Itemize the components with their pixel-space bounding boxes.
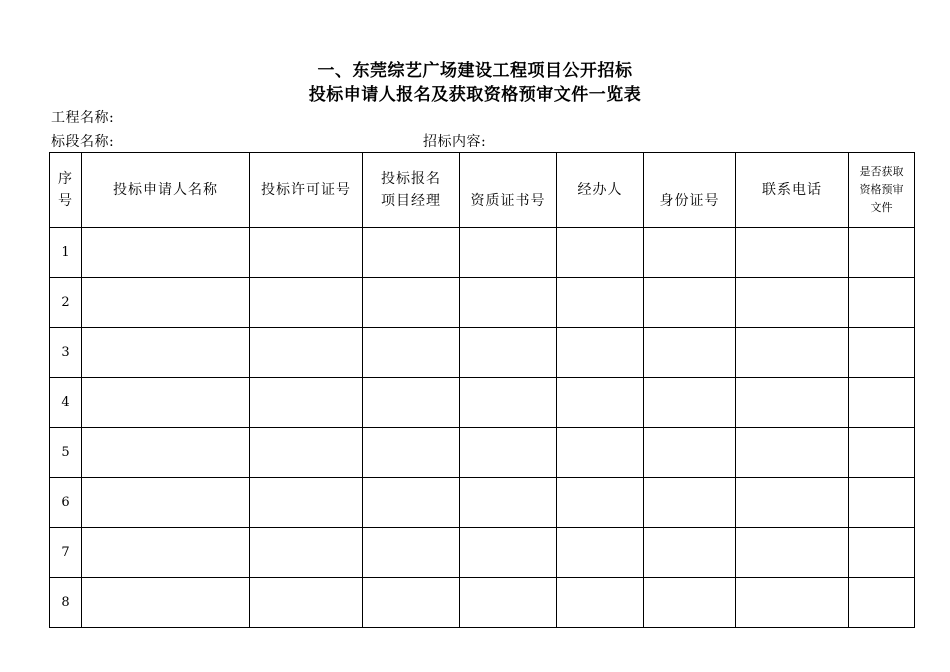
cell-bid-permit[interactable] [250,278,363,328]
cell-project-manager[interactable] [363,378,460,428]
cell-bid-permit[interactable] [250,228,363,278]
header-bid-permit: 投标许可证号 [250,153,363,228]
cell-bid-permit[interactable] [250,578,363,628]
cell-phone[interactable] [736,528,849,578]
table-row [50,578,915,628]
cell-phone[interactable] [736,578,849,628]
cell-id-number[interactable] [644,278,736,328]
cell-handler[interactable] [557,378,644,428]
cell-qualification-cert[interactable] [460,478,557,528]
cell-project-manager[interactable] [363,278,460,328]
cell-project-manager[interactable] [363,328,460,378]
header-phone: 联系电话 [736,153,849,228]
cell-project-manager[interactable] [363,528,460,578]
section-name-label: 标段名称: [51,134,115,150]
cell-bid-permit[interactable] [250,378,363,428]
table-row [50,428,915,478]
project-name-label: 工程名称: [51,110,115,126]
cell-applicant-name[interactable] [82,578,250,628]
cell-bid-permit[interactable] [250,328,363,378]
cell-applicant-name[interactable] [82,478,250,528]
cell-handler[interactable] [557,428,644,478]
cell-obtained-docs[interactable] [849,578,915,628]
cell-handler[interactable] [557,228,644,278]
document-title-line1: 一、东莞综艺广场建设工程项目公开招标 [317,61,633,81]
cell-obtained-docs[interactable] [849,328,915,378]
cell-project-manager[interactable] [363,478,460,528]
bid-content-label: 招标内容: [423,134,487,150]
cell-obtained-docs[interactable] [849,428,915,478]
row-seq: 8 [50,578,82,628]
cell-applicant-name[interactable] [82,328,250,378]
cell-bid-permit[interactable] [250,528,363,578]
table-row [50,478,915,528]
cell-applicant-name[interactable] [82,378,250,428]
cell-applicant-name[interactable] [82,228,250,278]
table-row [50,378,915,428]
row-seq: 7 [50,528,82,578]
cell-bid-permit[interactable] [250,428,363,478]
row-seq: 3 [50,328,82,378]
cell-phone[interactable] [736,378,849,428]
cell-applicant-name[interactable] [82,528,250,578]
row-seq: 4 [50,378,82,428]
cell-id-number[interactable] [644,228,736,278]
cell-handler[interactable] [557,278,644,328]
header-obtained-docs-line1: 是否获取 [859,165,904,178]
header-id-number: 身份证号 [644,153,736,228]
cell-id-number[interactable] [644,578,736,628]
cell-id-number[interactable] [644,478,736,528]
table-header-row [50,153,915,228]
cell-qualification-cert[interactable] [460,428,557,478]
header-seq-line2: 号 [58,193,73,209]
cell-obtained-docs[interactable] [849,228,915,278]
cell-bid-permit[interactable] [250,478,363,528]
cell-id-number[interactable] [644,328,736,378]
cell-applicant-name[interactable] [82,428,250,478]
cell-phone[interactable] [736,428,849,478]
cell-handler[interactable] [557,578,644,628]
document-title-line2: 投标申请人报名及获取资格预审文件一览表 [308,85,642,105]
table-row [50,528,915,578]
header-obtained-docs-line3: 文件 [870,201,893,214]
cell-project-manager[interactable] [363,578,460,628]
cell-qualification-cert[interactable] [460,328,557,378]
table-row [50,328,915,378]
cell-project-manager[interactable] [363,428,460,478]
cell-id-number[interactable] [644,528,736,578]
cell-phone[interactable] [736,478,849,528]
cell-phone[interactable] [736,328,849,378]
header-seq [50,153,82,228]
cell-handler[interactable] [557,528,644,578]
cell-obtained-docs[interactable] [849,478,915,528]
cell-id-number[interactable] [644,378,736,428]
row-seq: 1 [50,228,82,278]
header-handler: 经办人 [557,153,644,228]
row-seq: 5 [50,428,82,478]
table-row [50,228,915,278]
cell-qualification-cert[interactable] [460,528,557,578]
cell-handler[interactable] [557,478,644,528]
cell-obtained-docs[interactable] [849,528,915,578]
header-qualification-cert: 资质证书号 [460,153,557,228]
cell-project-manager[interactable] [363,228,460,278]
cell-phone[interactable] [736,228,849,278]
cell-qualification-cert[interactable] [460,378,557,428]
cell-obtained-docs[interactable] [849,278,915,328]
table-row [50,278,915,328]
cell-applicant-name[interactable] [82,278,250,328]
header-project-manager-line1: 投标报名 [381,171,441,187]
cell-handler[interactable] [557,328,644,378]
header-obtained-docs [849,153,915,228]
cell-qualification-cert[interactable] [460,278,557,328]
header-applicant-name: 投标申请人名称 [82,153,250,228]
cell-phone[interactable] [736,278,849,328]
cell-qualification-cert[interactable] [460,578,557,628]
header-obtained-docs-line2: 资格预审 [859,183,904,196]
header-seq-line1: 序 [58,171,73,187]
row-seq: 2 [50,278,82,328]
cell-qualification-cert[interactable] [460,228,557,278]
cell-id-number[interactable] [644,428,736,478]
header-project-manager-line2: 项目经理 [381,193,441,209]
cell-obtained-docs[interactable] [849,378,915,428]
header-project-manager [363,153,460,228]
row-seq: 6 [50,478,82,528]
registration-table [49,152,915,628]
